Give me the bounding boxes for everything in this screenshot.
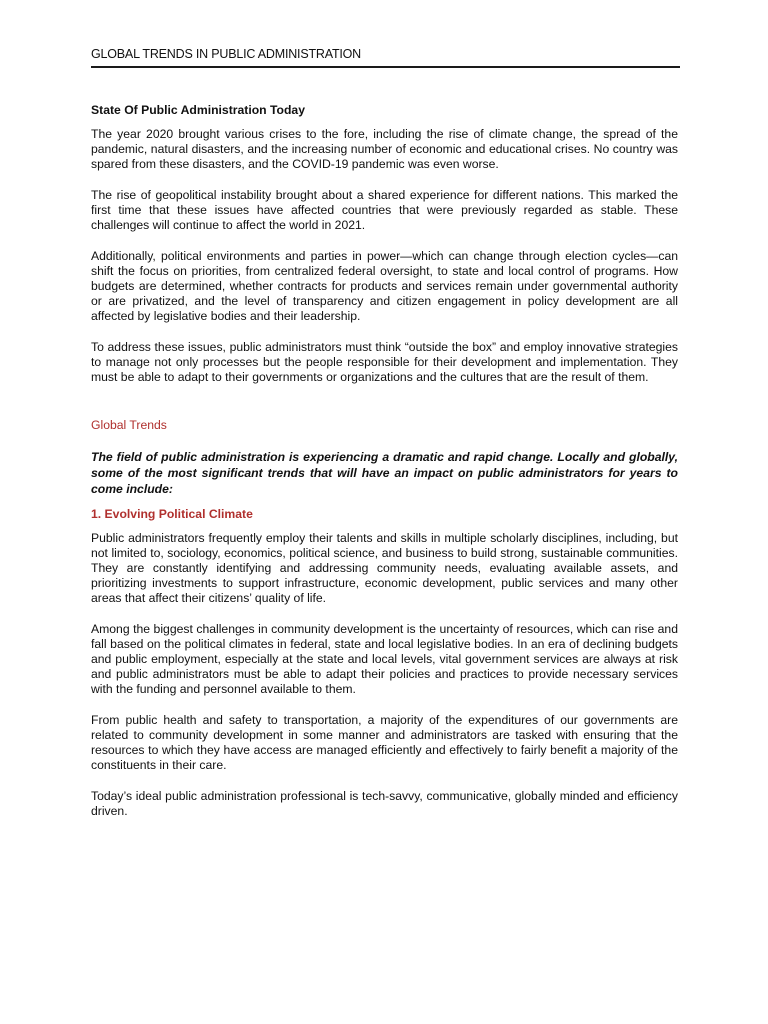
running-header: GLOBAL TRENDS IN PUBLIC ADMINISTRATION [91, 47, 680, 68]
paragraph: Today’s ideal public administration professional is tech-savvy, communicative, globally minded and efficiency driven. [91, 789, 678, 818]
section-title: State Of Public Administration Today [91, 103, 305, 117]
paragraph: Additionally, political environments and parties in power—which can change through election cycles—can shift the focus on priorities, from centralized federal oversight, to state and local control of programs. How budgets are determined, whether contracts for products and services remain under governmental authority or are privatized, and the level of transparency and citizen engagement in policy development are all affected by legislative bodies and their leadership. [91, 249, 678, 323]
paragraph: Among the biggest challenges in community development is the uncertainty of resources, which can rise and fall based on the political climates in federal, state and local legislative bodies. In an era of declining budgets and public employment, especially at the state and local levels, vital government services are always at risk and public administrators must be able to adapt their policies and practices to provide necessary services with the funding and personnel available to them. [91, 622, 678, 696]
document-body [91, 103, 678, 819]
subheading-political-climate: 1. Evolving Political Climate [91, 507, 253, 521]
lead-paragraph: The field of public administration is experiencing a dramatic and rapid change. Locally and globally, some of the most significant trends that will have an impact on public administrators for years to come include: [91, 450, 678, 496]
global-trends-heading: Global Trends [91, 418, 167, 432]
paragraph: To address these issues, public administrators must think “outside the box” and employ innovative strategies to manage not only processes but the people responsible for their development and implementation. They must be able to adapt to their governments or organizations and the cultures that are the result of them. [91, 340, 678, 384]
paragraph: The rise of geopolitical instability brought about a shared experience for different nations. This marked the first time that these issues have affected countries that were previously regarded as stable. These challenges will continue to affect the world in 2021. [91, 188, 678, 232]
paragraph: The year 2020 brought various crises to the fore, including the rise of climate change, the spread of the pandemic, natural disasters, and the increasing number of economic and educational crises. No country was spared from these disasters, and the COVID-19 pandemic was even worse. [91, 127, 678, 171]
paragraph: From public health and safety to transportation, a majority of the expenditures of our governments are related to community development in some manner and administrators are tasked with ensuring that the resources to which they have access are managed efficiently and effectively to fairly benefit a majority of the constituents in their care. [91, 713, 678, 772]
paragraph: Public administrators frequently employ their talents and skills in multiple scholarly disciplines, including, but not limited to, sociology, economics, political science, and business to build strong, sustainable communities. They are constantly identifying and addressing community needs, evaluating available assets, and prioritizing investments to support infrastructure, economic development, public services and many other areas that affect their citizens’ quality of life. [91, 531, 678, 605]
